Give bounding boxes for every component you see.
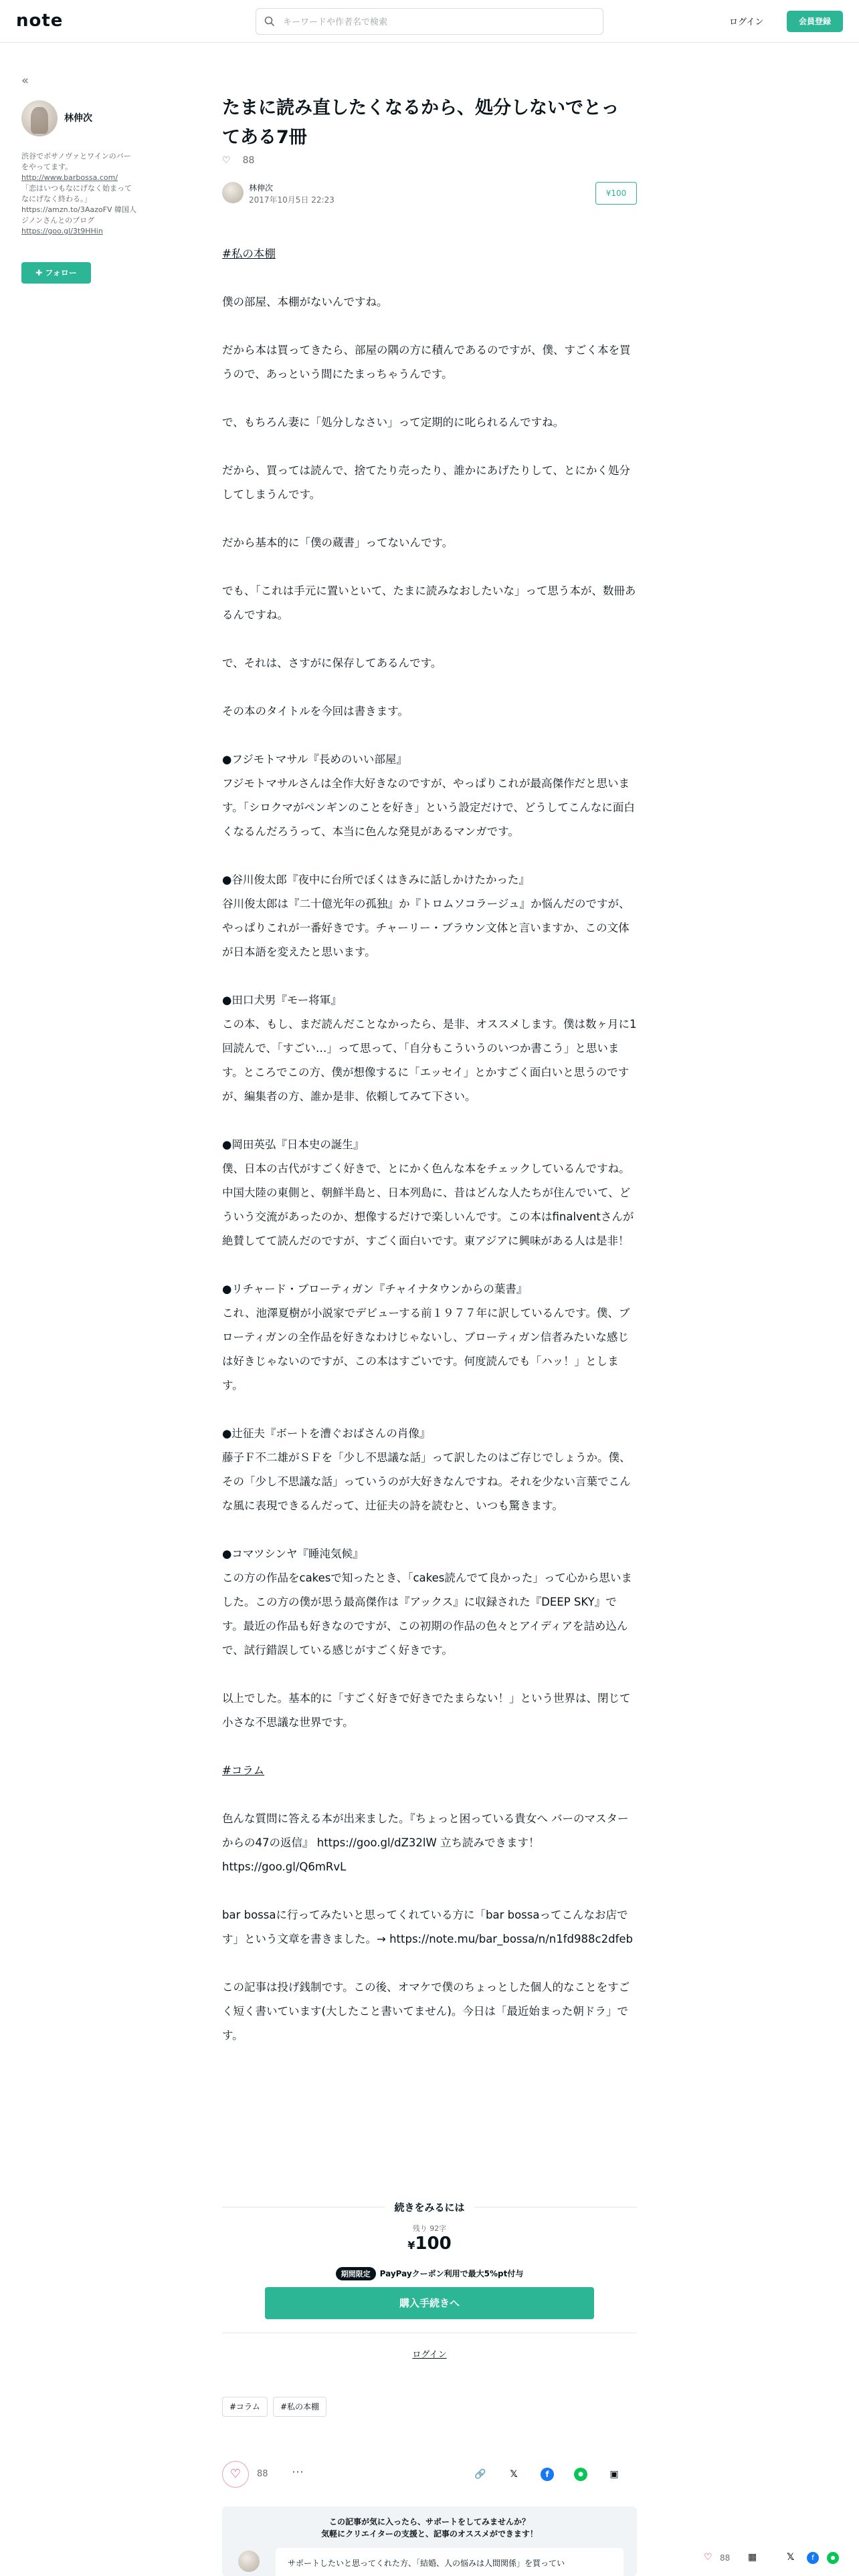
- book-entry: ●フジモトマサル『長めのいい部屋』 フジモトマサルさんは全作大好きなのですが、やっぱりこれが最高傑作だと思います。「シロクマがペンギンのことを好き」という設定だけで、どうしてこんなに面白くなるんだろうって、本当に色んな発見があるマンガです。: [222, 753, 635, 838]
- limited-badge: 期間限定: [336, 2267, 376, 2280]
- promo-text: PayPayクーポン利用で最大5%pt付与: [379, 2269, 524, 2278]
- book-entry: ●岡田英弘『日本史の誕生』 僕、日本の古代がすごく好きで、とにかく色んな本をチェックしているんですね。中国大陸の東側と、朝鮮半島と、日本列島に、昔はどんな人たちが住んでいて、どういう交流があったのか、想像するだけで楽しいんです。この本はfinalventさんが絶賛してて読んだのですが、すごく面白いです。東アジアに興味がある人は是非！: [222, 1138, 634, 1247]
- book-entry: ●谷川俊太郎『夜中に台所でぼくはきみに話しかけたかった』 谷川俊太郎は『二十億光年の孤独』か『トロムソコラージュ』か悩んだのですが、やっぱりこれが一番好きです。チャーリー・ブラウン文体と言いますか、この文体が日本語を変えたと思います。: [222, 873, 630, 958]
- bio-link[interactable]: http://www.barbossa.com/: [21, 173, 118, 182]
- paragraph: で、もちろん妻に「処分しなさい」って定期的に叱られるんですね。: [222, 416, 565, 429]
- article-title: たまに読み直したくなるから、処分しないでとってある7冊: [222, 98, 619, 148]
- more-options-icon[interactable]: ⋯: [292, 2465, 304, 2479]
- floating-action-bar: [704, 2545, 859, 2572]
- bio-line: なにげなく終わる。」: [21, 195, 92, 203]
- remaining-chars: 残り 92字: [412, 2224, 447, 2233]
- site-header: [0, 0, 859, 43]
- promo-line: [222, 2267, 637, 2280]
- paragraph: で、それは、さすがに保存してあるんです。: [222, 657, 442, 669]
- article-author[interactable]: 林伸次: [249, 183, 274, 193]
- paragraph: 以上でした。基本的に「すごく好きで好きでたまらない！」という世界は、閉じて小さな不思議な世界です。: [222, 1692, 631, 1729]
- paragraph: だから本は買ってきたら、部屋の隅の方に積んであるのですが、僕、すごく本を買うので、あっという間にたまっちゃうんです。: [222, 344, 631, 381]
- book-entry: ●コマツシンヤ『睡沌気候』 この方の作品をcakesで知ったとき、「cakes読んでて良かった」って心から思いました。この方の僕が思う最高傑作は『アックス』に収録された『DEEP SKY』です。最近の作品も好きなのですが、この初期の作品の色々とアイディアを詰め込んで、試行錯誤している感じがすごく好きです。: [222, 1547, 632, 1656]
- hashtag-link[interactable]: #私の本棚: [222, 247, 276, 260]
- embed-icon[interactable]: ▣: [609, 2469, 619, 2480]
- search-icon: [264, 16, 275, 27]
- paragraph: その本のタイトルを今回は書きます。: [222, 705, 409, 718]
- x-share-icon[interactable]: 𝕏: [510, 2469, 518, 2480]
- price-badge[interactable]: ¥100: [595, 182, 637, 205]
- line-share-icon[interactable]: ●: [827, 2552, 839, 2564]
- magazine-icon[interactable]: ▦: [748, 2552, 757, 2563]
- bio-line[interactable]: https://amzn.to/3AazoFV 韓国人: [21, 205, 136, 214]
- purchase-button[interactable]: 購入手続きへ: [265, 2287, 594, 2319]
- author-avatar-small[interactable]: [238, 2551, 260, 2572]
- paywall-price: [222, 2234, 637, 2254]
- support-heading: この記事が気に入ったら、サポートをしてみませんか？: [328, 2517, 530, 2527]
- paragraph: だから、買っては読んで、捨てたり売ったり、誰かにあげたりして、とにかく処分してしまうんです。: [222, 464, 630, 501]
- hashtag-link[interactable]: #コラム: [222, 1764, 265, 1777]
- paragraph: bar bossaに行ってみたいと思ってくれている方に「bar bossaってこんなお店です」という文章を書きました。→ https://note.mu/bar_bossa/n/n1fd988c2dfeb: [222, 1909, 633, 1945]
- paragraph: 僕の部屋、本棚がないんですね。: [222, 296, 388, 308]
- yen-sign: ¥: [407, 2239, 415, 2252]
- follow-label: フォロー: [45, 268, 77, 278]
- follow-button[interactable]: [21, 262, 91, 284]
- article-action-bar: [222, 2458, 637, 2490]
- sidebar-author-name[interactable]: 林伸次: [64, 113, 92, 124]
- search-box[interactable]: [256, 8, 603, 35]
- support-message: サポートしたいと思ってくれた方、「結婚、人の悩みは人間関係」を買ってい: [276, 2548, 624, 2576]
- bio-line: 渋谷でボサノヴァとワインのバー: [21, 152, 131, 160]
- user-plus-icon: ✚: [35, 268, 45, 278]
- bio-line: ジノンさんとのブログ: [21, 216, 95, 225]
- facebook-share-icon[interactable]: f: [541, 2468, 554, 2481]
- author-avatar[interactable]: [21, 100, 58, 136]
- heart-icon: ♡: [229, 2467, 242, 2481]
- support-subheading: 気軽にクリエイターの支援と、記事のオススメができます！: [321, 2529, 538, 2539]
- bio-line: をやってます。: [21, 163, 73, 171]
- book-entry: ●リチャード・ブローティガン『チャイナタウンからの葉書』 これ、池澤夏樹が小説家でデビューする前１９７７年に訳しているんです。僕、ブローティガンの全作品を好きなわけじゃないし、ブローティガン信者みたいな感じは好きじゃないのですが、この本はすごいです。何度読んでも「ハッ！」とします。: [222, 1283, 630, 1392]
- paywall-title: 続きをみるには: [385, 2202, 474, 2214]
- article-body: [222, 242, 637, 2072]
- like-button[interactable]: [222, 2461, 249, 2488]
- article-date: 2017年10月5日 22:23: [249, 195, 335, 205]
- x-share-icon[interactable]: 𝕏: [787, 2552, 795, 2563]
- paragraph: この記事は投げ銭制です。この後、オマケで僕のちょっとした個人的なことをすごく短く書いています(大したこと書いてません)。今日は「最近始まった朝ドラ」です。: [222, 1981, 630, 2042]
- author-bio: [21, 151, 149, 237]
- heart-outline-icon[interactable]: ♡: [222, 155, 231, 166]
- search-input[interactable]: [283, 14, 591, 30]
- tag-list: [222, 2397, 332, 2417]
- bio-link[interactable]: https://goo.gl/3t9HHin: [21, 227, 103, 235]
- copy-link-icon[interactable]: 🔗: [474, 2469, 486, 2480]
- book-entry: ●田口犬男『モー将軍』 この本、もし、まだ読んだことなかったら、是非、オススメします。僕は数ヶ月に1回読んで、「すごい…」って思って、「自分もこういうのいつか書こう」と思います。ところでこの方、僕が想像するに「エッセイ」とかすごく面白いと思うのですが、編集者の方、誰か是非、依頼してみて下さい。: [222, 994, 637, 1103]
- paywall-login-link[interactable]: ログイン: [412, 2350, 447, 2360]
- paragraph: 色んな質問に答える本が出来ました。『ちょっと困っている貴女へ バーのマスターからの47の返信』 https://goo.gl/dZ32lW 立ち読みできます！https://goo.gl/Q6mRvL: [222, 1812, 629, 1873]
- article-like-summary: [222, 155, 254, 166]
- paragraph: だから基本的に「僕の蔵書」ってないんです。: [222, 536, 454, 549]
- heart-outline-icon[interactable]: ♡: [704, 2552, 712, 2563]
- like-count: 88: [242, 155, 255, 166]
- support-box: [222, 2506, 637, 2576]
- login-link[interactable]: ログイン: [729, 17, 764, 27]
- signup-button[interactable]: 会員登録: [787, 11, 843, 32]
- floating-like-count: 88: [720, 2553, 731, 2563]
- line-share-icon[interactable]: ●: [574, 2468, 587, 2481]
- tag-chip[interactable]: #私の本棚: [273, 2397, 326, 2417]
- paragraph: でも、「これは手元に置いといて、たまに読みなおしたいな」って思う本が、数冊あるんですね。: [222, 584, 636, 621]
- bio-line: 「恋はいつもなにげなく始まって: [21, 184, 132, 193]
- author-avatar-small[interactable]: [222, 182, 244, 203]
- price-value: 100: [415, 2234, 452, 2254]
- facebook-share-icon[interactable]: f: [807, 2552, 819, 2564]
- book-entry: ●辻征夫『ボートを漕ぐおばさんの肖像』 藤子Ｆ不二雄がＳＦを「少し不思議な話」って訳したのはご存じでしょうか。僕、その「少し不思議な話」っていうのが大好きなんですね。それを少ない言葉でこんな風に表現できるんだって、辻征夫の詩を読むと、いつも驚きます。: [222, 1427, 631, 1512]
- like-count: 88: [257, 2469, 268, 2479]
- note-logo[interactable]: note: [16, 11, 64, 31]
- tag-chip[interactable]: #コラム: [222, 2397, 268, 2417]
- collapse-sidebar-icon[interactable]: «: [21, 74, 29, 88]
